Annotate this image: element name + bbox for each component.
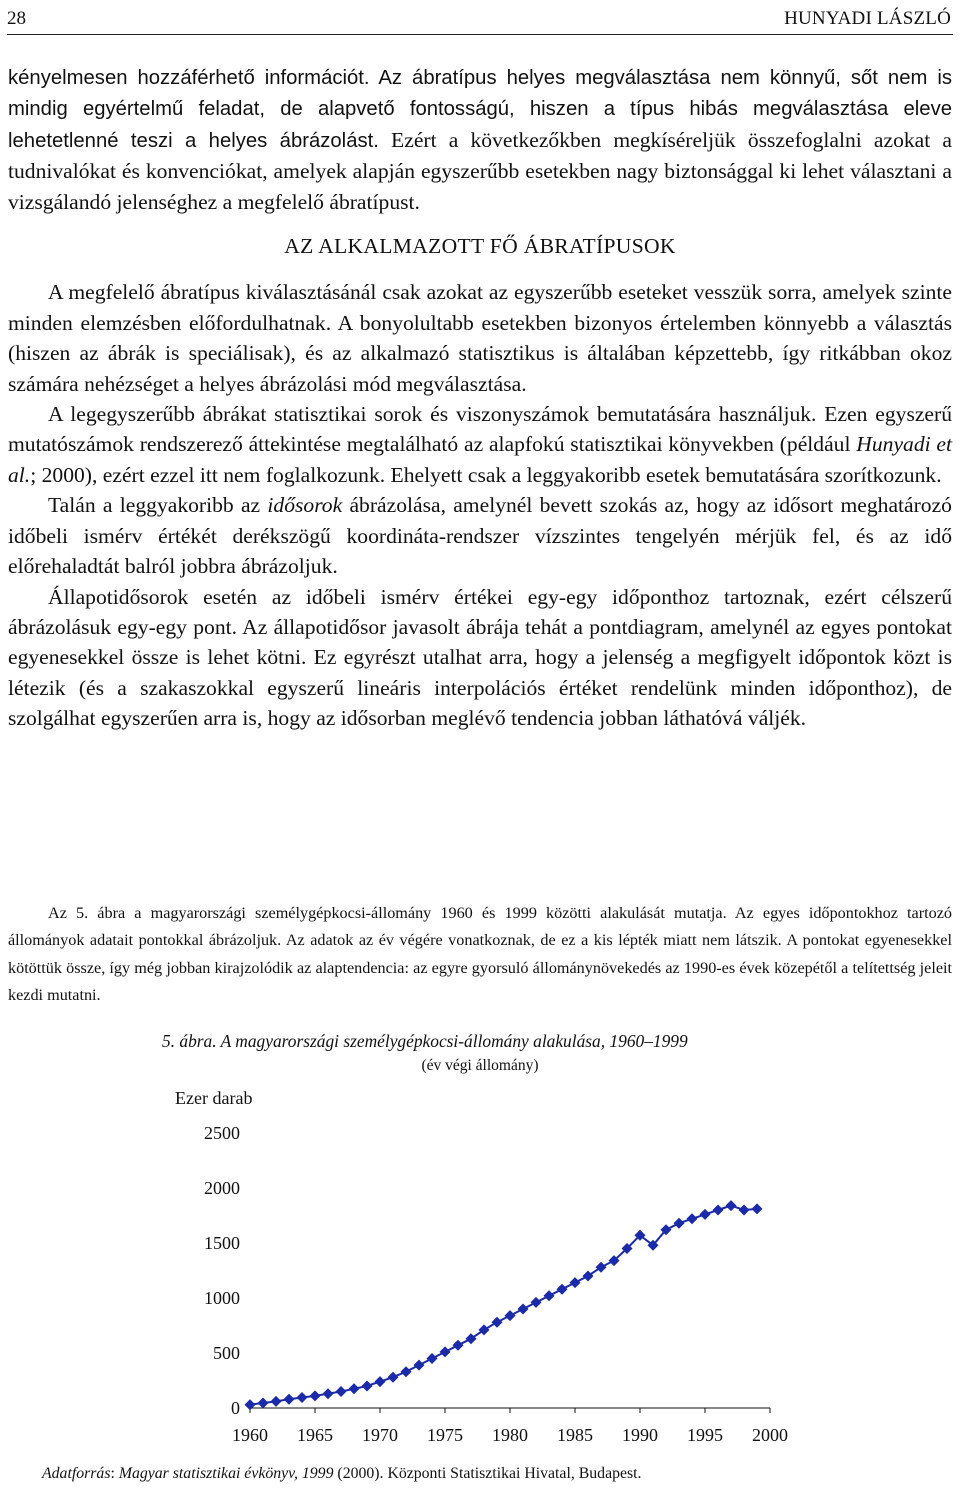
y-tick-label: 2000 bbox=[204, 1178, 240, 1198]
data-point-1963 bbox=[284, 1394, 295, 1405]
data-point-1995 bbox=[700, 1209, 711, 1220]
paragraph-3-after: ; 2000), ezért ezzel itt nem foglalkozunk. Ehelyett csak a leggyakoribb esetek bemutatására szorítkozunk. bbox=[30, 462, 942, 487]
data-point-1972 bbox=[401, 1366, 412, 1377]
data-point-1994 bbox=[687, 1213, 698, 1224]
paragraph-1-part2: Ezért a következőkben megkíséreljük összefoglalni azokat a tudnivalókat és konvenciókat, amelyek alapján egyszerűbb esetekben nagy biztonsággal ki lehet választani a vizsgálandó jelenséghez a megfelelő ábratípust. bbox=[8, 127, 952, 214]
source-colon: : bbox=[110, 1465, 119, 1482]
data-point-1999 bbox=[752, 1203, 763, 1214]
data-point-1993 bbox=[674, 1218, 685, 1229]
data-point-1986 bbox=[583, 1271, 594, 1282]
data-point-1976 bbox=[453, 1340, 464, 1351]
data-point-1978 bbox=[479, 1324, 490, 1335]
data-point-1975 bbox=[440, 1346, 451, 1357]
x-tick-label: 1990 bbox=[622, 1425, 658, 1445]
data-point-1971 bbox=[388, 1372, 399, 1383]
data-point-1982 bbox=[531, 1297, 542, 1308]
data-point-1980 bbox=[505, 1310, 516, 1321]
y-tick-label: 500 bbox=[213, 1343, 240, 1363]
data-point-1964 bbox=[297, 1392, 308, 1403]
figure-source bbox=[42, 1465, 641, 1483]
paragraph-6: Az 5. ábra a magyarországi személygépkocsi-állomány 1960 és 1999 közötti alakulását mutatja. Az egyes időpontokhoz tartozó állományok adatait pontokkal ábrázoljuk. Az adatok az év végére vonatkoznak, de ez a kis lépték miatt nem látszik. A pontokat egyenesekkel kötöttük össze, így még jobban kirajzolódik az alaptendencia: az egyre gyorsuló állománynövekedés az 1990-es évek közepétől a telítettség jeleit kezdi mutatni. bbox=[8, 904, 952, 1004]
source-title: Magyar statisztikai évkönyv, 1999 bbox=[118, 1465, 334, 1482]
term-idosorok: idősorok bbox=[267, 493, 343, 518]
series-line bbox=[250, 1206, 757, 1405]
data-point-1997 bbox=[726, 1200, 737, 1211]
x-tick-label: 1960 bbox=[232, 1425, 268, 1445]
data-point-1970 bbox=[375, 1376, 386, 1387]
x-tick-label: 1970 bbox=[362, 1425, 398, 1445]
x-tick-marks bbox=[250, 1408, 770, 1413]
citation: Hunyadi et al. bbox=[8, 432, 952, 487]
x-tick-labels bbox=[232, 1425, 788, 1445]
data-point-1996 bbox=[713, 1205, 724, 1216]
data-point-1960 bbox=[245, 1399, 256, 1410]
x-tick-label: 1995 bbox=[687, 1425, 723, 1445]
series-auto-allomany bbox=[245, 1200, 763, 1410]
data-point-1969 bbox=[362, 1381, 373, 1392]
paragraph-3-before: A legegyszerűbb ábrákat statisztikai sorok és viszonyszámok bemutatására használjuk. Ezen egyszerű mutatószámok rendszerező áttekintése megtalálható az alapfokú statisztikai könyvekben (például bbox=[8, 402, 952, 457]
figure-subcaption-text: (év végi állomány) bbox=[421, 1057, 539, 1074]
source-label: Adatforrás bbox=[42, 1465, 111, 1482]
data-point-1962 bbox=[271, 1396, 282, 1407]
data-point-1973 bbox=[414, 1360, 425, 1371]
y-axis-label: Ezer darab bbox=[175, 1088, 253, 1108]
paragraph-1-part1: kényelmesen hozzáférhető információt. Az ábratípus helyes megválasztása nem könnyű, sőt nem is mindig egyértelmű feladat, de alapvető fontosságú, hiszen a típus hibás megválasztása eleve lehetetlenné teszi a helyes ábrázolást. bbox=[8, 67, 952, 152]
running-title: HUNYADI LÁSZLÓ bbox=[784, 8, 951, 29]
data-point-1998 bbox=[739, 1205, 750, 1216]
data-point-1981 bbox=[518, 1304, 529, 1315]
data-point-1985 bbox=[570, 1277, 581, 1288]
data-point-1966 bbox=[323, 1388, 334, 1399]
section-heading: AZ ALKALMAZOTT FŐ ÁBRATÍPUSOK bbox=[284, 234, 676, 259]
source-rest: (2000). Központi Statisztikai Hivatal, Budapest. bbox=[333, 1465, 642, 1482]
data-point-1983 bbox=[544, 1290, 555, 1301]
data-point-1979 bbox=[492, 1317, 503, 1328]
y-tick-label: 1500 bbox=[204, 1233, 240, 1253]
data-point-1984 bbox=[557, 1284, 568, 1295]
data-point-1968 bbox=[349, 1383, 360, 1394]
paragraph-4-after: ábrázolása, amelynél bevett szokás az, hogy az idősort meghatározó időbeli ismérv értékét derékszögű koordináta-rendszer vízszintes tengelyén mérjük fel, és az idő előrehaladtát balról jobbra ábrázoljuk. bbox=[8, 493, 952, 579]
x-tick-label: 1975 bbox=[427, 1425, 463, 1445]
data-point-1987 bbox=[596, 1262, 607, 1273]
y-tick-label: 1000 bbox=[204, 1288, 240, 1308]
x-tick-label: 1985 bbox=[557, 1425, 593, 1445]
figure-caption: 5. ábra. A magyarországi személygépkocsi-állomány alakulása, 1960–1999 bbox=[162, 1031, 688, 1051]
paragraph-4-before: Talán a leggyakoribb az bbox=[48, 493, 268, 518]
data-point-1965 bbox=[310, 1390, 321, 1401]
x-tick-label: 2000 bbox=[752, 1425, 788, 1445]
paragraph-2: A megfelelő ábratípus kiválasztásánál csak azokat az egyszerűbb eseteket vesszük sorra, amelyek szinte minden elemzésben előfordulhatnak. A bonyolultabb esetekben bizonyos értelemben könnyebb a választás (hiszen az ábrák is speciálisak), és az alkalmazó statisztikus is általában képzettebb, így ritkábban okoz számára nehézséget a helyes ábrázolási mód megválasztása. bbox=[8, 280, 952, 396]
y-tick-labels bbox=[204, 1123, 240, 1418]
data-point-1974 bbox=[427, 1353, 438, 1364]
x-tick-label: 1965 bbox=[297, 1425, 333, 1445]
page-number: 28 bbox=[7, 8, 26, 29]
x-tick-label: 1980 bbox=[492, 1425, 528, 1445]
data-point-1967 bbox=[336, 1386, 347, 1397]
data-point-1961 bbox=[258, 1398, 269, 1409]
data-point-1977 bbox=[466, 1333, 477, 1344]
y-tick-label: 2500 bbox=[204, 1123, 240, 1143]
y-tick-label: 0 bbox=[231, 1398, 240, 1418]
paragraph-5: Állapotidősorok esetén az időbeli ismérv értékei egy-egy időponthoz tartoznak, ezért célszerű ábrázolásuk egy-egy pont. Az állapotidősor javasolt ábrája tehát a pontdiagram, amelynél az egyes pontokat egyenesekkel össze is lehet kötni. Ez egyrészt utalhat arra, hogy a jelenség a megfigyelt időpontok közt is létezik (és a szakaszokkal egyszerű lineáris interpolációs értéket rendelünk minden időponthoz), de szolgálhat egyszerűen arra is, hogy az idősorban meglévő tendencia jobban láthatóvá váljék. bbox=[8, 584, 952, 731]
